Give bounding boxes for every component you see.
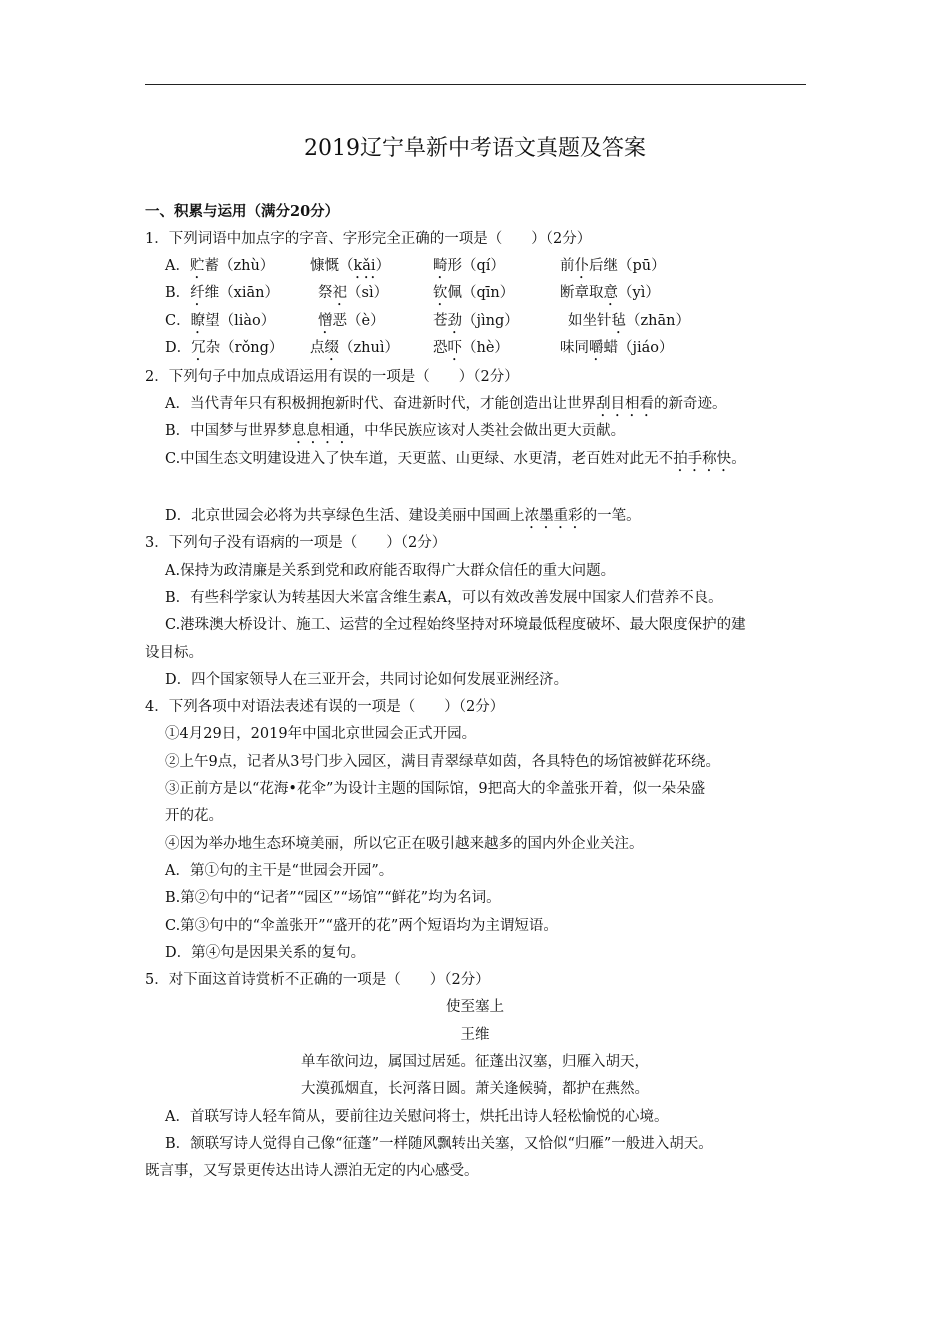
q5-option-b-line1: B．颔联写诗人觉得自己像“征蓬”一样随风飘转出关塞，又恰似“归雁”一般进入胡天。 [165,1136,713,1152]
q1-a-label: A． [165,258,190,274]
q3-option-a: A.保持为政清廉是关系到党和政府能否取得广大群众信任的重大问题。 [165,563,616,579]
section-heading: 一、积累与运用（满分20分） [145,203,340,220]
q4-option-c: C.第③句中的“伞盖张开”“盛开的花”两个短语均为主谓短语。 [165,918,558,934]
q1-c-w3-dot: 劲 [447,313,462,329]
q1-d-w2-pre: 点 [310,340,325,356]
q4-sentence-3-line2: 开的花。 [165,808,223,824]
q1-c-w1-dot: 瞭 [190,313,206,329]
q1-b-label: B． [165,285,191,301]
q5-option-b-line2: 既言事，又写景更传达出诗人漂泊无定的内心感受。 [145,1163,479,1179]
q1-a-w3-rest: 形（qí） [447,258,505,274]
q4-sentence-3-line1: ③正前方是以“花海•花伞”为设计主题的国际馆，9把高大的伞盖张开着，似一朵朵盛 [165,781,706,797]
q1-c-w4-pre: 如坐针 [568,313,612,329]
q5-option-a: A．首联写诗人轻车简从，要前往边关慰问将士，烘托出诗人轻松愉悦的心境。 [165,1109,669,1125]
q1-b-w2-pre: 祭 [318,285,333,301]
q1-d-w4-pre: 味同 [560,340,589,356]
q1-b-w2-dot: 祀 [332,285,347,301]
q1-c-w4-dot: 毡 [611,313,626,329]
q1-d-w1-dot: 冗 [191,340,206,356]
q1-option-b [165,283,785,303]
q1-d-w1-rest: 杂（rǒng） [205,340,284,356]
q3-option-c-line2: 设目标。 [145,645,203,661]
q4-option-d: D．第④句是因果关系的复句。 [165,945,366,961]
poem-title: 使至塞上 [446,999,504,1015]
q1-option-d [165,338,785,358]
q1-c-label: C． [165,313,191,329]
q2-b-idiom: 息息相通 [291,423,350,439]
poem-author: 王维 [460,1027,490,1043]
q3-option-d: D．四个国家领导人在三亚开会，共同讨论如何发展亚洲经济。 [165,672,569,688]
q1-a-w2-dot: kǎi [353,258,376,274]
q4-option-a: A．第①句的主干是“世园会开园”。 [165,863,394,879]
q2-option-a: A．当代青年只有积极拥抱新时代、奋进新时代，才能创造出让世界刮目相看的新奇迹。 [165,396,727,412]
q1-a-w1-rest: 蓄（zhù） [204,258,275,274]
q4-option-b: B.第②句中的“记者”“园区”“场馆”“鲜花”均为名词。 [165,890,501,906]
q2-option-d: D．北京世园会必将为共享绿色生活、建设美丽中国画上浓墨重彩的一笔。 [165,508,641,524]
q2-c-idiom: 拍手称快 [673,451,732,467]
header-rule [145,84,806,85]
q4-sentence-1: ①4月29日，2019年中国北京世园会正式开园。 [165,726,477,742]
page-title: 2019辽宁阜新中考语文真题及答案 [304,136,646,161]
q1-d-w4-dot: 嚼 [589,340,604,356]
q2-a-idiom: 刮目相看 [595,396,654,412]
q1-b-w4-dot: 意 [603,285,618,301]
q1-b-w3-dot: 钦 [433,285,448,301]
q1-d-label: D． [165,340,192,356]
q1-d-w3-pre: 恐 [433,340,448,356]
q1-b-w3-rest: 佩（qīn） [447,285,515,301]
q1-b-w4-pre: 断章取 [560,285,604,301]
q2-d-idiom: 浓墨重彩 [524,508,583,524]
q1-c-w2-rest: 恶（è） [332,313,385,329]
q1-a-w4-pre: 前 [560,258,575,274]
poem-line-2: 大漠孤烟直，长河落日圆。萧关逢候骑，都护在燕然。 [301,1081,649,1097]
q3-stem: 3．下列句子没有语病的一项是（ ）（2分） [145,535,447,551]
q1-a-w2-pre: 慷慨（ [310,258,354,274]
q2-stem: 2．下列句子中加点成语运用有误的一项是（ ）（2分） [145,369,519,385]
q2-option-b: B．中国梦与世界梦息息相通，中华民族应该对人类社会做出更大贡献。 [165,423,626,439]
q1-b-w1-dot: 纤 [190,285,205,301]
q1-a-w2-post: ） [375,258,391,274]
q1-option-a [165,256,785,276]
q1-a-w4-rest: 后继（pū） [589,258,666,274]
q1-c-w2-dot: 憎 [318,313,333,329]
q3-option-c-line1: C.港珠澳大桥设计、施工、运营的全过程始终坚持对环境最低程度破坏、最大限度保护的建 [165,617,746,633]
q1-d-w3-dot: 吓 [447,340,462,356]
q1-a-w3-dot: 畸 [433,258,448,274]
q4-sentence-4: ④因为举办地生态环境美丽，所以它正在吸引越来越多的国内外企业关注。 [165,836,644,852]
q1-b-w4-rest: （yì） [618,285,660,301]
q2-option-c: C.中国生态文明建设进入了快车道，天更蓝、山更绿、水更清，老百姓对此无不拍手称快。 [165,451,746,467]
q5-stem: 5．对下面这首诗赏析不正确的一项是（ ）（2分） [145,972,490,988]
q1-d-w4-rest: 蜡（jiáo） [603,340,674,356]
q1-c-w3-pre: 苍 [433,313,448,329]
q1-c-w4-rest: （zhān） [626,313,690,329]
q1-d-w2-dot: 缀 [324,340,339,356]
q1-b-w2-post: （sì） [347,285,389,301]
poem-line-1: 单车欲问边，属国过居延。征蓬出汉塞，归雁入胡天， [301,1054,649,1070]
q1-b-w1-rest: 维（xiān） [204,285,279,301]
q1-stem: 1．下列词语中加点字的字音、字形完全正确的一项是（ ）（2分） [145,231,592,247]
q3-option-b: B．有些科学家认为转基因大米富含维生素A，可以有效改善发展中国家人们营养不良。 [165,590,723,606]
q1-c-w1-rest: 望（liào） [205,313,276,329]
q1-a-w1-dot: 贮 [189,258,205,274]
q1-c-w3-rest: （jìng） [462,313,519,329]
q1-option-c [165,311,785,331]
q4-sentence-2: ②上午9点，记者从3号门步入园区，满目青翠绿草如茵，各具特色的场馆被鲜花环绕。 [165,754,720,770]
q4-stem: 4．下列各项中对语法表述有误的一项是（ ）（2分） [145,699,505,715]
q1-d-w2-post: （zhuì） [339,340,399,356]
q1-a-w4-dot: 仆 [574,258,589,274]
q1-d-w3-post: （hè） [462,340,509,356]
